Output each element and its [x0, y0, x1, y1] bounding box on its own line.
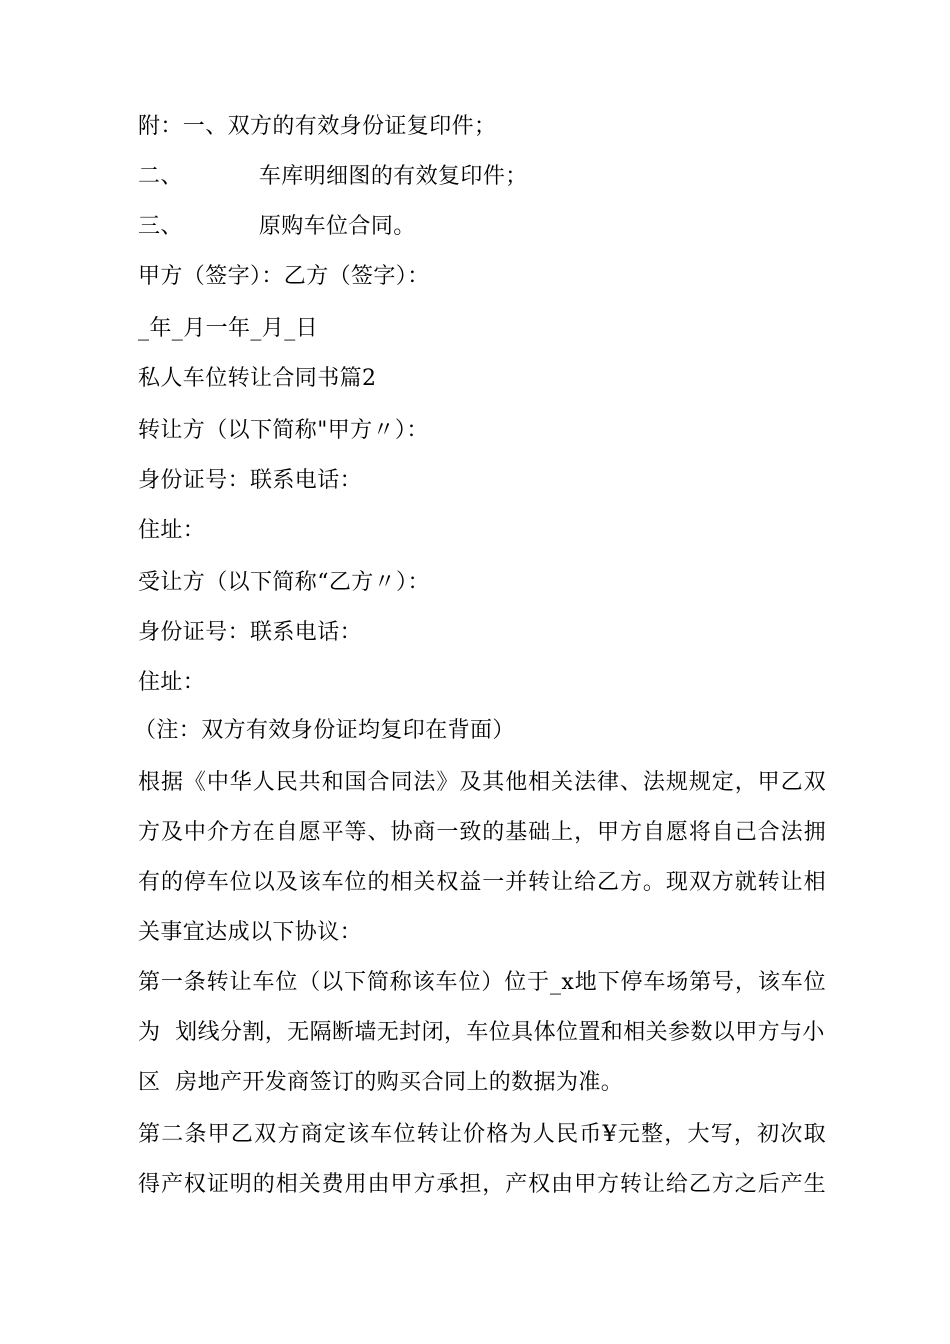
transferor-label: 转让方（以下简称"甲方〃）：	[138, 418, 429, 443]
attachment-item-2-text: 车库明细图的有效复印件；	[258, 164, 528, 189]
attachment-item-3-text: 原购车位合同。	[258, 214, 416, 239]
attachment-line-3	[138, 212, 416, 242]
article-1-line-2: 为 划线分割，无隔断墙无封闭，车位具体位置和相关参数以甲方与小	[138, 1020, 825, 1045]
article-2-line-1: 第二条甲乙双方商定该车位转让价格为人民币¥元整，大写，初次取	[138, 1122, 826, 1147]
signature-line: 甲方（签字）：乙方（签字）：	[138, 264, 430, 289]
attachment-item-3-number: 三、	[138, 214, 183, 239]
transferor-id-phone: 身份证号：联系电话：	[138, 468, 363, 493]
attachment-line-1: 附：一、双方的有效身份证复印件；	[138, 114, 497, 139]
preamble-line-1: 根据《中华人民共和国合同法》及其他相关法律、法规规定，甲乙双	[138, 770, 826, 795]
preamble-line-2: 方及中介方在自愿平等、协商一致的基础上，甲方自愿将自己合法拥	[138, 820, 826, 845]
transferor-address: 住址：	[138, 518, 206, 543]
attachment-item-2-number: 二、	[138, 164, 183, 189]
section-title: 私人车位转让合同书篇2	[138, 366, 377, 391]
transferee-address: 住址：	[138, 670, 206, 695]
preamble-line-4: 关事宜达成以下协议：	[138, 920, 363, 945]
preamble-line-3: 有的停车位以及该车位的相关权益一并转让给乙方。现双方就转让相	[138, 870, 826, 895]
article-1-line-1: 第一条转让车位（以下简称该车位）位于_x地下停车场第号，该车位	[138, 970, 826, 995]
attachment-line-2	[138, 162, 528, 192]
article-2-line-2: 得产权证明的相关费用由甲方承担，产权由甲方转让给乙方之后产生	[138, 1172, 826, 1197]
id-copy-note: （注：双方有效身份证均复印在背面）	[134, 718, 515, 743]
transferee-label: 受让方（以下简称“乙方〃）：	[138, 570, 430, 595]
transferee-id-phone: 身份证号：联系电话：	[138, 620, 363, 645]
article-1-line-3: 区 房地产开发商签订的购买合同上的数据为准。	[138, 1070, 624, 1095]
signature-date-line: _年_月一年_月_日	[138, 316, 319, 341]
